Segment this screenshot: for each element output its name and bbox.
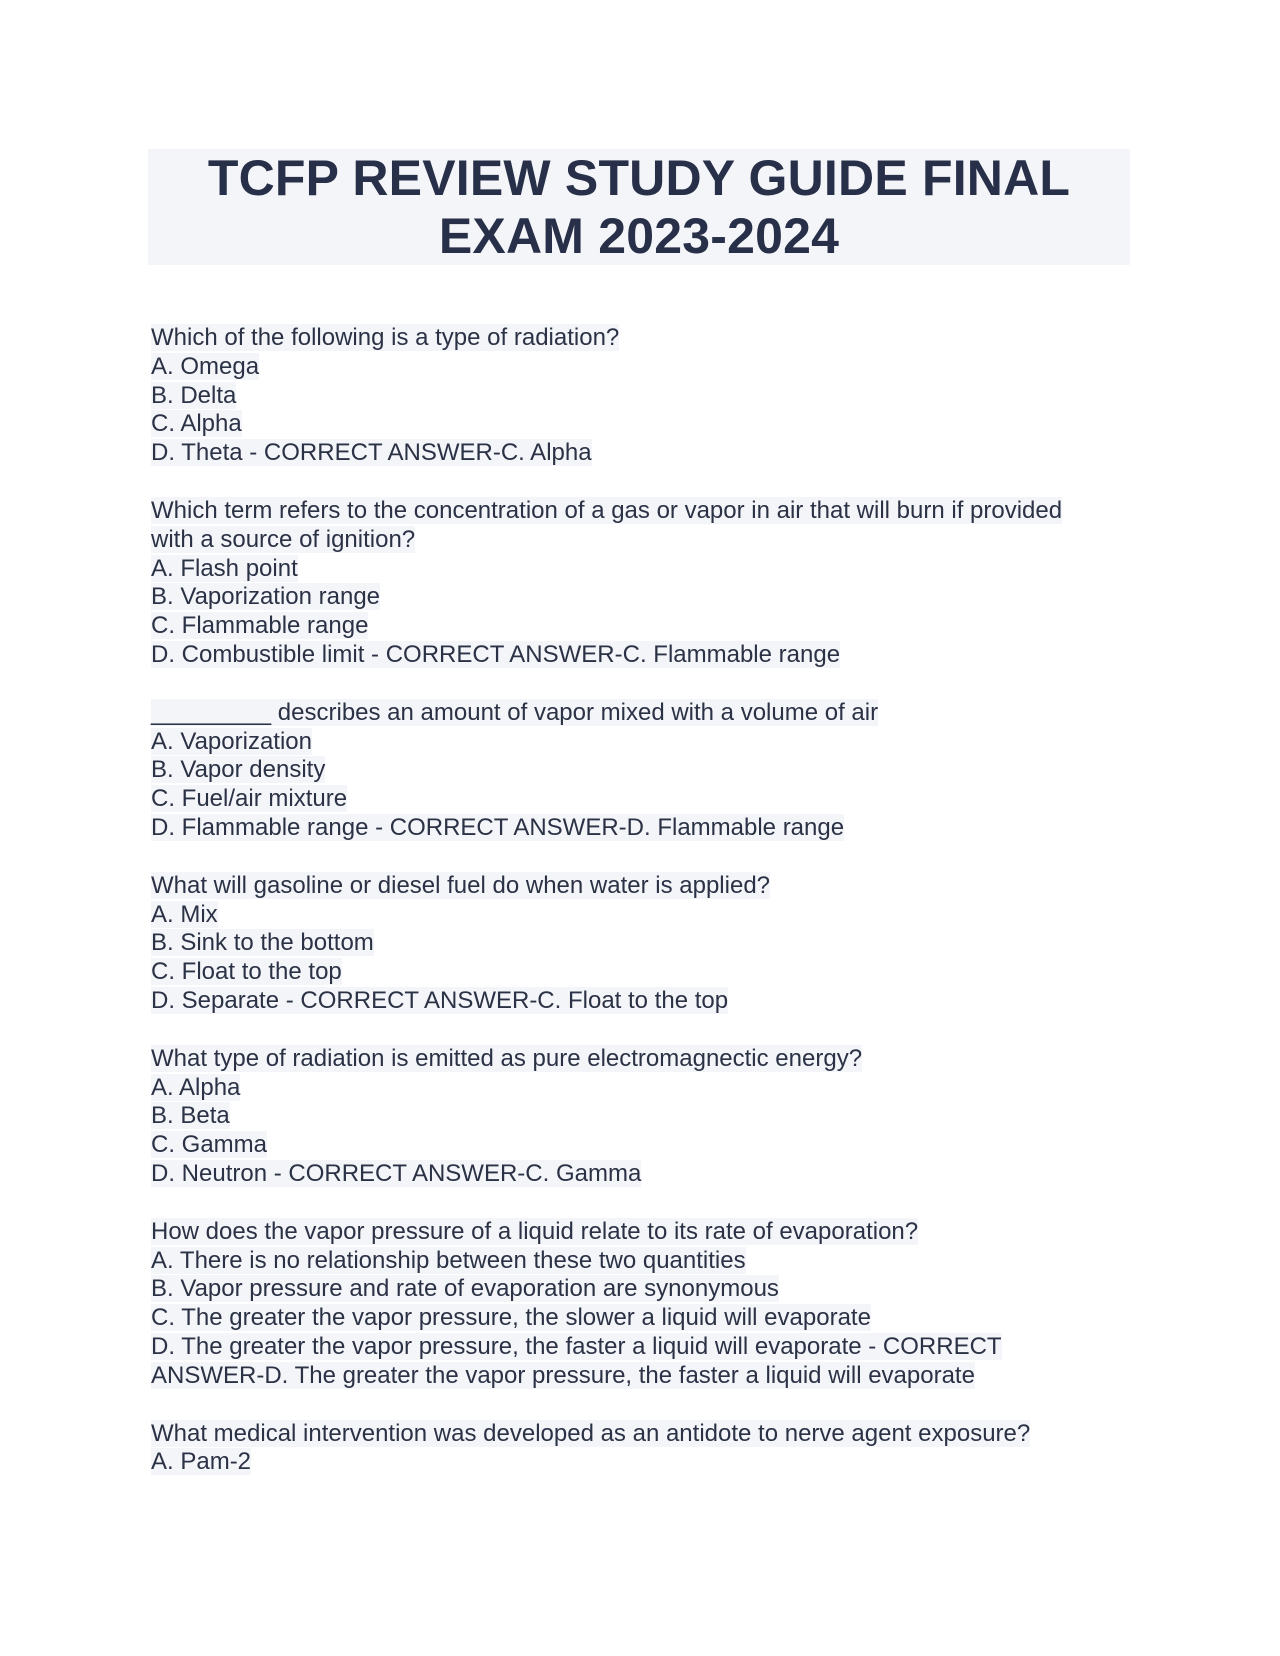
question-block: [151, 1045, 1131, 1189]
title-line-1: TCFP REVIEW STUDY GUIDE FINAL: [207, 150, 1071, 206]
answer-option-with-correct-answer: D. The greater the vapor pressure, the faster a liquid will evaporate - CORRECT: [151, 1332, 1002, 1360]
answer-option: B. Vapor density: [151, 756, 326, 784]
question-text: What type of radiation is emitted as pure electromagnectic energy?: [151, 1044, 863, 1072]
answer-option: B. Beta: [151, 1102, 230, 1130]
question-text: _________ describes an amount of vapor mixed with a volume of air: [151, 698, 879, 726]
answer-option-with-correct-answer: D. Neutron - CORRECT ANSWER-C. Gamma: [151, 1159, 642, 1187]
answer-option-with-correct-answer: D. Separate - CORRECT ANSWER-C. Float to the top: [151, 986, 729, 1014]
question-text: Which term refers to the concentration of a gas or vapor in air that will burn if provided: [151, 496, 1063, 524]
question-text: with a source of ignition?: [151, 525, 416, 553]
answer-option: C. Float to the top: [151, 958, 342, 986]
answer-option: A. There is no relationship between these two quantities: [151, 1246, 746, 1274]
answer-option: C. Gamma: [151, 1131, 268, 1159]
answer-option: A. Mix: [151, 900, 218, 928]
answer-option: A. Flash point: [151, 554, 298, 582]
answer-option: B. Vaporization range: [151, 583, 381, 611]
answer-option: A. Vaporization: [151, 727, 312, 755]
question-list: [151, 324, 1131, 1506]
question-block: [151, 699, 1131, 843]
document-title: [148, 149, 1130, 265]
answer-option: C. The greater the vapor pressure, the slower a liquid will evaporate: [151, 1304, 871, 1332]
question-block: [151, 1420, 1131, 1478]
answer-option: B. Delta: [151, 381, 237, 409]
question-block: [151, 324, 1131, 468]
answer-option: A. Omega: [151, 352, 260, 380]
answer-option: B. Sink to the bottom: [151, 929, 374, 957]
answer-option: A. Alpha: [151, 1073, 241, 1101]
answer-option-with-correct-answer: D. Flammable range - CORRECT ANSWER-D. Flammable range: [151, 813, 845, 841]
answer-option: C. Flammable range: [151, 612, 369, 640]
answer-option: C. Fuel/air mixture: [151, 785, 348, 813]
question-block: [151, 497, 1131, 670]
answer-option-with-correct-answer: D. Combustible limit - CORRECT ANSWER-C. Flammable range: [151, 640, 841, 668]
correct-answer-text: ANSWER-D. The greater the vapor pressure, the faster a liquid will evaporate: [151, 1361, 975, 1389]
answer-option-with-correct-answer: D. Theta - CORRECT ANSWER-C. Alpha: [151, 439, 592, 467]
question-text: Which of the following is a type of radiation?: [151, 324, 620, 351]
question-block: [151, 1218, 1131, 1391]
question-text: What medical intervention was developed as an antidote to nerve agent exposure?: [151, 1419, 1031, 1447]
question-block: [151, 872, 1131, 1016]
answer-option: C. Alpha: [151, 410, 242, 438]
answer-option: A. Pam-2: [151, 1448, 252, 1476]
title-line-2: EXAM 2023-2024: [438, 208, 840, 264]
question-text: How does the vapor pressure of a liquid relate to its rate of evaporation?: [151, 1217, 919, 1245]
answer-option: B. Vapor pressure and rate of evaporation are synonymous: [151, 1275, 779, 1303]
question-text: What will gasoline or diesel fuel do when water is applied?: [151, 871, 771, 899]
